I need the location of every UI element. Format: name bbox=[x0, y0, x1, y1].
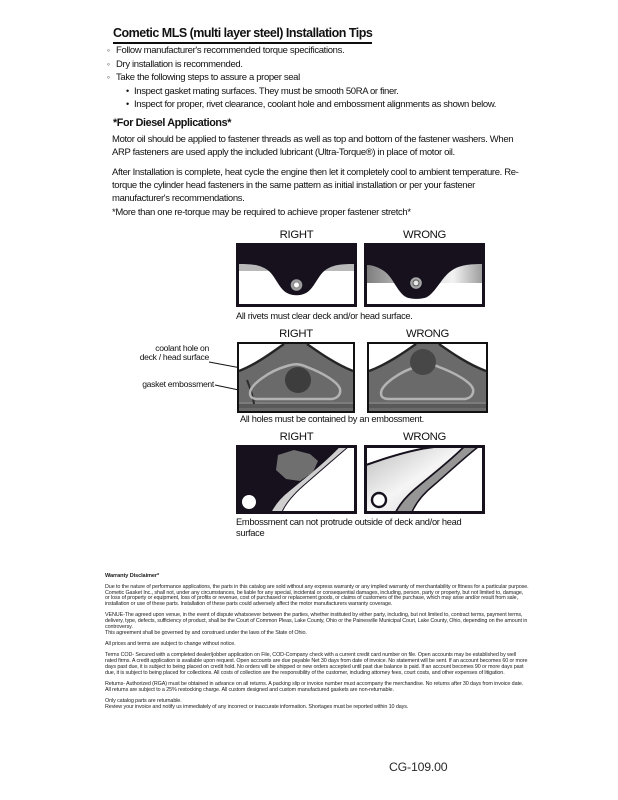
warranty-paragraph: Terms COD- Secured with a completed dealer/jobber application on File, COD-Company check with a current credit card number on file. Open accounts may be established by well rated firms. A credit application is available upon request. Open accounts are due payable Net 30 days from date of invoice. No statement will be sent. If an account becomes 60 or more days past due, it is subject to being placed on credit hold. No orders will be shipped or new orders accepted until past due balance is paid. If an account becomes 90 or more days past due, it is subject to being placed for collections. All costs of collection are the responsibility of the customer, including attorney fees, court costs, and other expenses of litigation. bbox=[105, 652, 528, 676]
embossment-wrong-diagram bbox=[364, 445, 485, 514]
holes-caption: All holes must be contained by an embossment. bbox=[240, 414, 424, 424]
circle-bullet-icon: ◦ bbox=[107, 58, 110, 69]
wrong-label: WRONG bbox=[405, 328, 450, 340]
tip-text: Inspect gasket mating surfaces. They must be smooth 50RA or finer. bbox=[134, 85, 399, 97]
tip-item bbox=[107, 58, 496, 72]
warranty-paragraph: Returns- Authorized (RGA) must be obtained in advance on all returns. A packing slip or invoice number must accompany the merchandise. No returns after 30 days from invoice date. All returns are subject to a 25% restocking charge. All custom designed and custom manufactured gaskets are non-returnable. bbox=[105, 681, 524, 693]
embossment-right-diagram bbox=[236, 445, 357, 514]
callout-gasket-embossment-label: gasket embossment bbox=[142, 379, 214, 389]
circle-bullet-icon: ◦ bbox=[107, 72, 110, 82]
right-label: RIGHT bbox=[279, 229, 314, 241]
tip-text: Inspect for proper, rivet clearance, coolant hole and embossment alignments as shown below. bbox=[134, 99, 497, 110]
callout-coolant-hole-label: coolant hole on deck / head surface bbox=[139, 343, 209, 363]
page-code: CG-109.00 bbox=[389, 760, 448, 774]
warranty-heading: Warranty Disclaimer* bbox=[105, 573, 160, 579]
right-label: RIGHT bbox=[279, 328, 313, 340]
retorque-note: *More than one re-torque may be required to achieve proper fastener stretch* bbox=[112, 207, 411, 218]
right-label: RIGHT bbox=[279, 431, 314, 443]
page-title: Cometic MLS (multi layer steel) Installation Tips bbox=[113, 26, 372, 44]
warranty-paragraph: Due to the nature of performance applications, the parts in this catalog are sold without any express warranty or any implied warranty of merchantability or fitness for a particular purpose. Cometic Gasket Inc., shall not, under any circumstances, be liable for any special, incidental or consequential damages, including, person, party or property, but not limited to, damage, or loss of property or equipment, loss of profits or revenue, cost of purchased or replacement goods, or claims of customers of the purchase, which may arise and/or result from sale, installation or use of these parts. Installation of these parts could adversely affect the motor manufacturers warranty coverage. bbox=[105, 583, 529, 608]
tip-text: Dry installation is recommended. bbox=[116, 58, 243, 70]
diesel-applications-heading: *For Diesel Applications* bbox=[113, 117, 231, 129]
coolant-hole bbox=[410, 349, 436, 375]
sub-tip-item bbox=[126, 85, 496, 99]
wrong-label: WRONG bbox=[402, 229, 447, 241]
wrong-label: WRONG bbox=[402, 431, 447, 443]
tips-list bbox=[107, 44, 496, 112]
coolant-hole-wrong-diagram bbox=[367, 342, 488, 413]
warranty-paragraph: Only catalog parts are returnable. Review your invoice and notify us immediately of any incorrect or inaccurate information. Shortages must be reported within 10 days. bbox=[105, 698, 409, 711]
dot-bullet-icon: • bbox=[126, 99, 129, 109]
dot-bullet-icon: • bbox=[126, 85, 129, 96]
bolt-hole bbox=[372, 493, 386, 507]
diesel-paragraph-1: Motor oil should be applied to fastener threads as well as top and bottom of the fastener washers. When ARP fasteners are used apply the included lubricant (Ultra-Torque®) in place of motor oil. bbox=[112, 134, 514, 158]
warranty-paragraph: All prices and terms are subject to change without notice. bbox=[105, 641, 236, 648]
tip-text: Take the following steps to assure a proper seal bbox=[116, 72, 300, 83]
warranty-section bbox=[105, 574, 529, 716]
circle-bullet-icon: ◦ bbox=[107, 45, 110, 55]
tip-item bbox=[107, 71, 496, 85]
embossment-caption: Embossment can not protrude outside of deck and/or head surface bbox=[236, 517, 462, 538]
warranty-paragraph: VENUE-The agreed upon venue, in the event of dispute whatsoever between the parties, whether instituted by either party, including, but not limited to, contract terms, payment terms, delivery, type, defects, sufficiency of product, shall be the Court of Common Pleas, Lake County, Ohio or the Painesville Municipal Court, Lake County, Ohio, depending on the amount in controversy. This agreement shall be governed by and construed under the laws of the State of Ohio. bbox=[105, 612, 528, 636]
coolant-hole-right-diagram bbox=[237, 342, 355, 413]
sub-tip-item bbox=[126, 98, 496, 112]
bolt-hole bbox=[242, 495, 256, 509]
rivet-right-diagram bbox=[236, 243, 357, 307]
coolant-hole bbox=[285, 367, 311, 393]
rivet-wrong-diagram bbox=[364, 243, 485, 307]
tip-item bbox=[107, 44, 496, 58]
diesel-paragraph-2: After Installation is complete, heat cycle the engine then let it completely cool to ambient temperature. Re-torque the cylinder head fasteners in the same pattern as initial installation or per your fastener manufacturer's recommendations. bbox=[112, 167, 519, 204]
rivet-caption: All rivets must clear deck and/or head surface. bbox=[236, 311, 413, 321]
tip-text: Follow manufacturer's recommended torque specifications. bbox=[116, 45, 345, 56]
